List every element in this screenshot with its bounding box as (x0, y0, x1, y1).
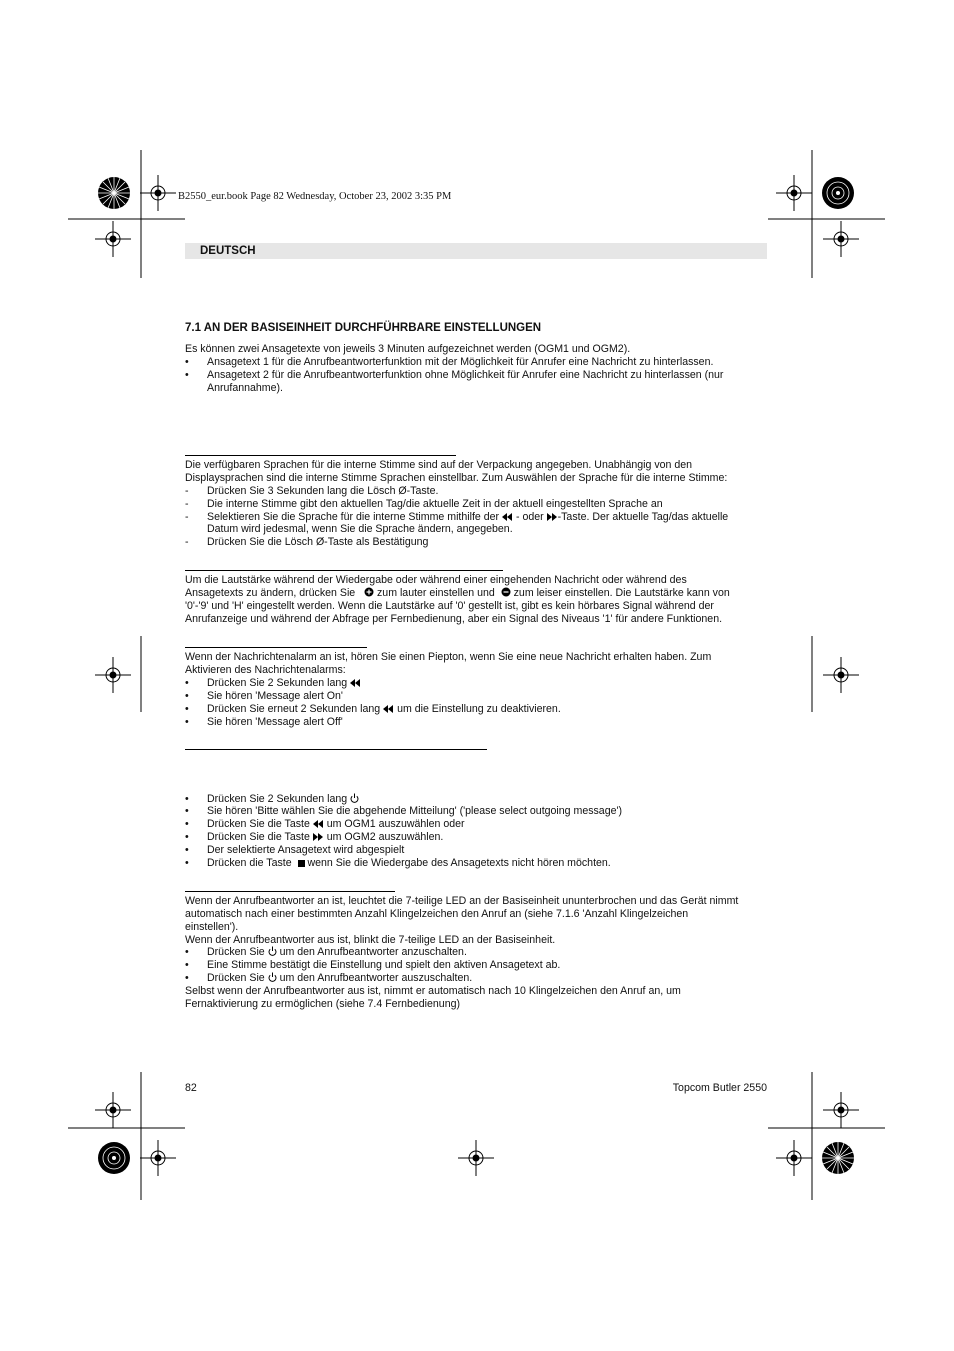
dash-symbol: - (185, 536, 189, 548)
text-fragment: Drücken Sie erneut 2 Sekunden lang (207, 703, 381, 715)
list-item-text (207, 946, 467, 959)
list-item-text: Eine Stimme bestätigt die Einstellung und spielt den aktiven Ansagetext ab. (207, 959, 561, 971)
text-fragment: Drücken die Taste (207, 857, 292, 869)
text-fragment: Drücken Sie 2 Sekunden lang (207, 677, 348, 689)
subsection-rule (185, 891, 395, 892)
list-item-text (207, 972, 472, 985)
list-item-text: Drücken Sie die Lösch Ø-Taste als Bestätigung (207, 536, 429, 548)
text-fragment: um OGM1 auszuwählen oder (326, 818, 465, 830)
bullet-symbol: • (185, 844, 189, 856)
paragraph-line: Wenn der Nachrichtenalarm an ist, hören Sie einen Piepton, wenn Sie eine neue Nachricht erhalten haben. Zum (185, 651, 712, 663)
paragraph-line: Aktivieren des Nachrichtenalarms: (185, 664, 346, 676)
rewind-icon (383, 705, 394, 713)
paragraph-line: Selbst wenn der Anrufbeantworter aus ist, nimmt er automatisch nach 10 Klingelzeichen den Anruf an, um (185, 985, 681, 997)
bullet-symbol: • (185, 857, 189, 869)
fast-forward-icon (313, 833, 324, 841)
list-item-text: Sie hören 'Message alert Off' (207, 716, 343, 728)
dash-symbol: - (185, 485, 189, 497)
subsection-rule (185, 749, 487, 750)
bullet-symbol: • (185, 356, 189, 368)
paragraph-line: Fernaktivierung zu ermöglichen (siehe 7.4 Fernbedienung) (185, 998, 461, 1010)
paragraph-line: Um die Lautstärke während der Wiedergabe oder während einer eingehenden Nachricht oder während des (185, 574, 687, 586)
text-fragment: um OGM2 auszuwählen. (326, 831, 444, 843)
text-fragment: Drücken Sie (207, 946, 265, 958)
subsection-rule (185, 455, 456, 456)
bullet-symbol: • (185, 972, 189, 984)
text-fragment: Drücken Sie 2 Sekunden lang (207, 793, 348, 805)
list-item-text: Die interne Stimme gibt den aktuellen Tag/die aktuelle Zeit in der aktuell eingestellten Sprache an (207, 498, 663, 510)
text-fragment: zum leiser einstellen. Die Lautstärke kann von (513, 587, 730, 599)
list-item-text (207, 703, 561, 716)
bullet-symbol: • (185, 703, 189, 715)
paragraph-line: Die verfügbaren Sprachen für die interne Stimme sind auf der Verpackung angegeben. Unabhängig von den (185, 459, 693, 471)
bullet-symbol: • (185, 946, 189, 958)
text-fragment: um den Anrufbeantworter anzuschalten. (279, 946, 467, 958)
paragraph-line: Wenn der Anrufbeantworter an ist, leuchtet die 7-teilige LED an der Basiseinheit ununterbrochen und das Gerät nimmt (185, 895, 739, 907)
bullet-symbol: • (185, 677, 189, 689)
paragraph-line: Wenn der Anrufbeantworter aus ist, blinkt die 7-teilige LED an der Basiseinheit. (185, 934, 556, 946)
fast-forward-icon (547, 513, 558, 521)
rewind-icon (502, 513, 513, 521)
text-fragment: -Taste. Der aktuelle Tag/das aktuelle (557, 511, 729, 523)
paragraph-line: Displaysprachen sind die interne Stimme Sprachen einstellbar. Zum Auswählen der Sprache für die interne Stimme: (185, 472, 728, 484)
list-item-text: Ansagetext 2 für die Anrufbeantworterfunktion ohne Möglichkeit für Anrufer eine Nachricht zu hinterlassen (nur (207, 369, 724, 381)
bullet-symbol: • (185, 369, 189, 381)
bullet-symbol: • (185, 690, 189, 702)
paragraph-line: automatisch nach einer bestimmten Anzahl Klingelzeichen den Anruf an (siehe 7.1.6 'Anzahl Klingelzeichen (185, 908, 689, 920)
bullet-symbol: • (185, 793, 189, 805)
text-fragment: Selektieren Sie die Sprache für die interne Stimme mithilfe der (207, 511, 500, 523)
bullet-symbol: • (185, 818, 189, 830)
bullet-symbol: • (185, 831, 189, 843)
book-info-line: B2550_eur.book Page 82 Wednesday, October 23, 2002 3:35 PM (178, 191, 452, 202)
list-item-text (207, 831, 443, 844)
subsection-rule (185, 647, 367, 648)
text-fragment: Ansagetexts zu ändern, drücken Sie (185, 587, 356, 599)
power-icon (268, 972, 277, 982)
text-fragment: Drücken Sie die Taste (207, 818, 310, 830)
paragraph-line: Anrufanzeige und während der Abfrage per Fernbedienung, aber ein Signal des Niveaus '1' für andere Funktionen. (185, 613, 723, 625)
power-icon (268, 946, 277, 956)
power-icon (350, 793, 359, 803)
rewind-icon (350, 679, 361, 687)
list-item-text: Sie hören 'Bitte wählen Sie die abgehende Mitteilung' ('please select outgoing message') (207, 805, 623, 817)
text-fragment: um die Einstellung zu deaktivieren. (397, 703, 561, 715)
text-fragment: um den Anrufbeantworter auszuschalten. (279, 972, 473, 984)
dash-symbol: - (185, 498, 189, 510)
list-item-continuation: Anrufannahme). (207, 382, 283, 394)
text-fragment: Drücken Sie die Taste (207, 831, 310, 843)
text-fragment: wenn Sie die Wiedergabe des Ansagetexts nicht hören möchten. (307, 857, 611, 869)
section-title: 7.1 AN DER BASISEINHEIT DURCHFÜHRBARE EINSTELLUNGEN (185, 322, 542, 334)
volume-down-icon (501, 587, 511, 597)
stop-icon (298, 860, 305, 867)
language-bar (185, 243, 767, 259)
list-item-continuation: Datum wird jedesmal, wenn Sie die Sprache ändern, angegeben. (207, 523, 513, 535)
intro-text: Es können zwei Ansagetexte von jeweils 3 Minuten aufgezeichnet werden (OGM1 und OGM2). (185, 343, 631, 355)
bullet-symbol: • (185, 805, 189, 817)
paragraph-line: '0'-'9' und 'H' eingestellt werden. Wenn die Lautstärke auf '0' gestellt ist, gibt es kein hörbares Signal während der (185, 600, 714, 612)
volume-up-icon (364, 587, 374, 597)
product-name: Topcom Butler 2550 (672, 1082, 767, 1094)
language-label: DEUTSCH (200, 245, 256, 257)
paragraph-line: einstellen'). (185, 921, 239, 933)
list-item-text: Der selektierte Ansagetext wird abgespielt (207, 844, 405, 856)
list-item-text: Sie hören 'Message alert On' (207, 690, 343, 702)
text-fragment: Drücken Sie (207, 972, 265, 984)
dash-symbol: - (185, 511, 189, 523)
list-item-text: Ansagetext 1 für die Anrufbeantworterfunktion mit der Möglichkeit für Anrufer eine Nachricht zu hinterlassen. (207, 356, 714, 368)
page-number: 82 (185, 1082, 197, 1094)
subsection-rule (185, 570, 503, 571)
paragraph-line (185, 587, 730, 600)
bullet-symbol: • (185, 959, 189, 971)
bullet-symbol: • (185, 716, 189, 728)
list-item-text (207, 857, 611, 870)
rewind-icon (313, 820, 324, 828)
text-fragment: zum lauter einstellen und (377, 587, 495, 599)
list-item-text (207, 677, 361, 690)
list-item-text (207, 818, 465, 831)
text-fragment: - oder (515, 511, 544, 523)
list-item-text: Drücken Sie 3 Sekunden lang die Lösch Ø-Taste. (207, 485, 439, 497)
